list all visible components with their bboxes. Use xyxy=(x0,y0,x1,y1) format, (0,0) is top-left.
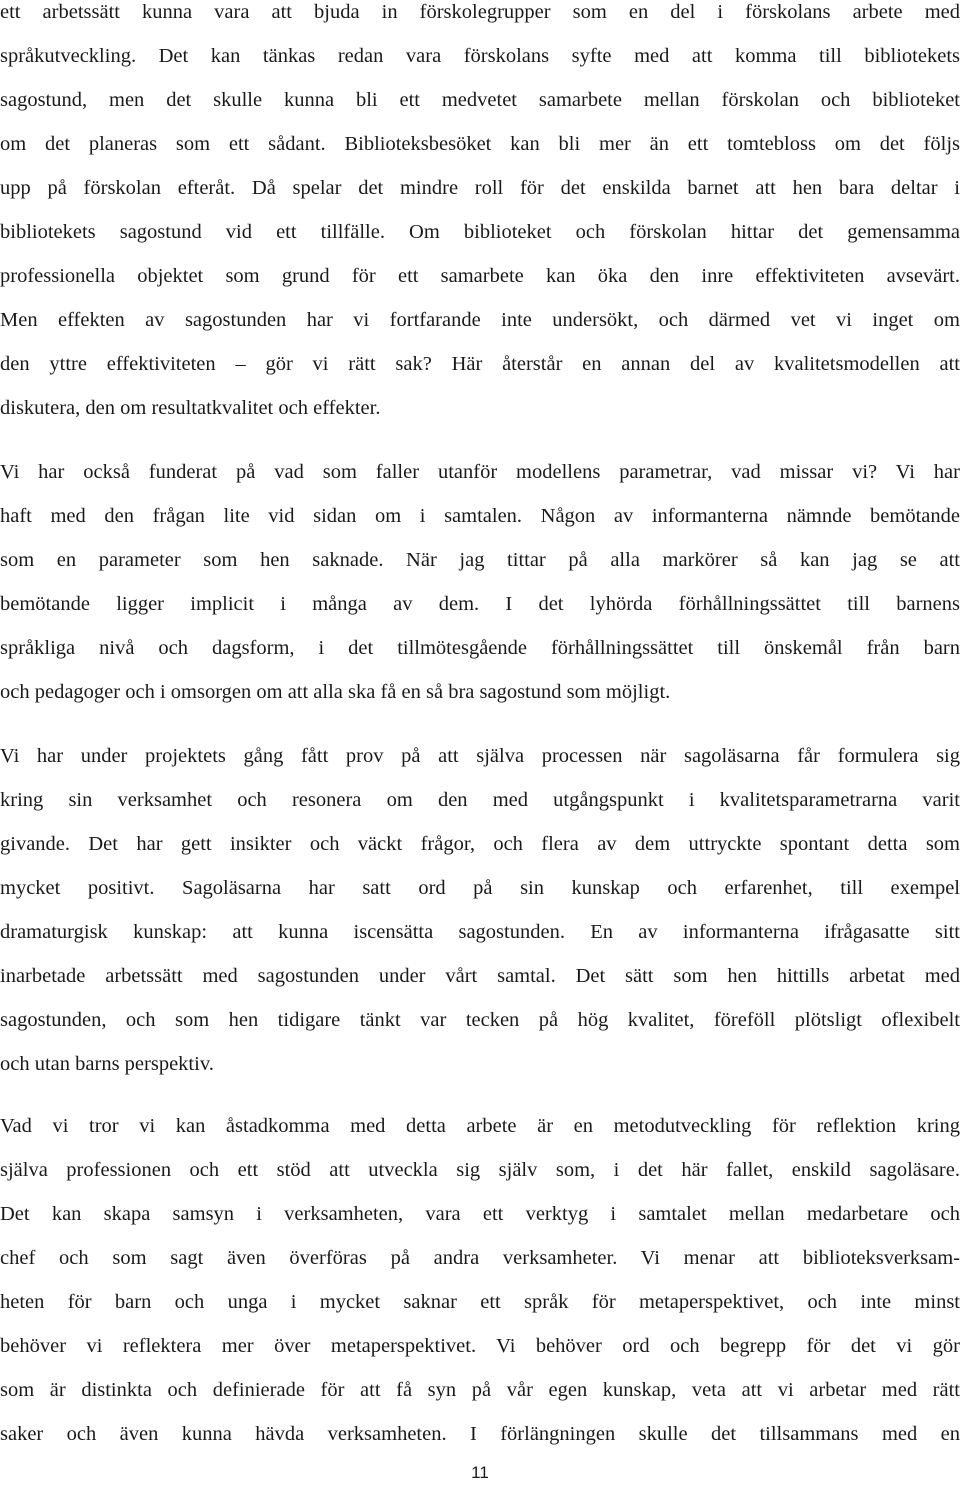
text-line: om det planeras som ett sådant. Biblioteksbesöket kan bli mer än ett tomtebloss om det följs xyxy=(0,133,960,155)
text-line: som en parameter som hen saknade. När jag tittar på alla markörer så kan jag se att xyxy=(0,549,960,571)
text-line: givande. Det har gett insikter och väckt frågor, och flera av dem uttryckte spontant detta som xyxy=(0,833,960,855)
text-line: och pedagoger och i omsorgen om att alla ska få en så bra sagostund som möjligt. xyxy=(0,681,671,703)
paragraph-3 xyxy=(0,734,960,1086)
text-line: Det kan skapa samsyn i verksamheten, vara ett verktyg i samtalet mellan medarbetare och xyxy=(0,1203,960,1225)
text-line: ett arbetssätt kunna vara att bjuda in förskolegrupper som en del i förskolans arbete med xyxy=(0,1,960,23)
text-line: Men effekten av sagostunden har vi fortfarande inte undersökt, och därmed vet vi inget om xyxy=(0,309,960,331)
text-line: mycket positivt. Sagoläsarna har satt ord på sin kunskap och erfarenhet, till exempel xyxy=(0,877,960,899)
text-line: språkliga nivå och dagsform, i det tillmötesgående förhållningssättet till önskemål från barn xyxy=(0,637,960,659)
text-line: saker och även kunna hävda verksamheten. I förlängningen skulle det tillsammans med en xyxy=(0,1423,960,1445)
page-number: 11 xyxy=(471,1463,489,1482)
text-line: professionella objektet som grund för ett samarbete kan öka den inre effektiviteten avsevärt. xyxy=(0,265,960,287)
text-line: sagostunden, och som hen tidigare tänkt var tecken på hög kvalitet, föreföll plötsligt oflexibelt xyxy=(0,1009,960,1031)
text-line: heten för barn och unga i mycket saknar ett språk för metaperspektivet, och inte minst xyxy=(0,1291,960,1313)
text-line: bibliotekets sagostund vid ett tillfälle. Om biblioteket och förskolan hittar det gemensamma xyxy=(0,221,960,243)
text-line: haft med den frågan lite vid sidan om i samtalen. Någon av informanterna nämnde bemötande xyxy=(0,505,960,527)
text-line: Vi har också funderat på vad som faller utanför modellens parametrar, vad missar vi? Vi har xyxy=(0,461,960,483)
text-line: diskutera, den om resultatkvalitet och effekter. xyxy=(0,397,381,419)
text-line: kring sin verksamhet och resonera om den med utgångspunkt i kvalitetsparametrarna varit xyxy=(0,789,960,811)
text-line: behöver vi reflektera mer över metaperspektivet. Vi behöver ord och begrepp för det vi gör xyxy=(0,1335,960,1357)
text-line: sagostund, men det skulle kunna bli ett medvetet samarbete mellan förskolan och biblioteket xyxy=(0,89,960,111)
text-line: som är distinkta och definierade för att få syn på vår egen kunskap, veta att vi arbetar med rätt xyxy=(0,1379,960,1401)
text-line: inarbetade arbetssätt med sagostunden under vårt samtal. Det sätt som hen hittills arbetat med xyxy=(0,965,960,987)
text-line: språkutveckling. Det kan tänkas redan vara förskolans syfte med att komma till bibliotekets xyxy=(0,45,960,67)
text-line: dramaturgisk kunskap: att kunna iscensätta sagostunden. En av informanterna ifrågasatte sitt xyxy=(0,921,960,943)
paragraph-4 xyxy=(0,1104,960,1456)
text-line: chef och som sagt även överföras på andra verksamheter. Vi menar att biblioteksverksam- xyxy=(0,1247,960,1269)
text-line: den yttre effektiviteten – gör vi rätt sak? Här återstår en annan del av kvalitetsmodellen att xyxy=(0,353,960,375)
paragraph-2 xyxy=(0,450,960,714)
text-line: upp på förskolan efteråt. Då spelar det mindre roll för det enskilda barnet att hen bara deltar i xyxy=(0,177,960,199)
text-line: Vad vi tror vi kan åstadkomma med detta arbete är en metodutveckling för reflektion kring xyxy=(0,1115,960,1137)
text-line: bemötande ligger implicit i många av dem. I det lyhörda förhållningssättet till barnens xyxy=(0,593,960,615)
text-line: själva professionen och ett stöd att utveckla sig själv som, i det här fallet, enskild sagoläsare. xyxy=(0,1159,960,1181)
text-line: och utan barns perspektiv. xyxy=(0,1053,214,1075)
text-line: Vi har under projektets gång fått prov på att själva processen när sagoläsarna får formulera sig xyxy=(0,745,960,767)
paragraph-1 xyxy=(0,0,960,430)
